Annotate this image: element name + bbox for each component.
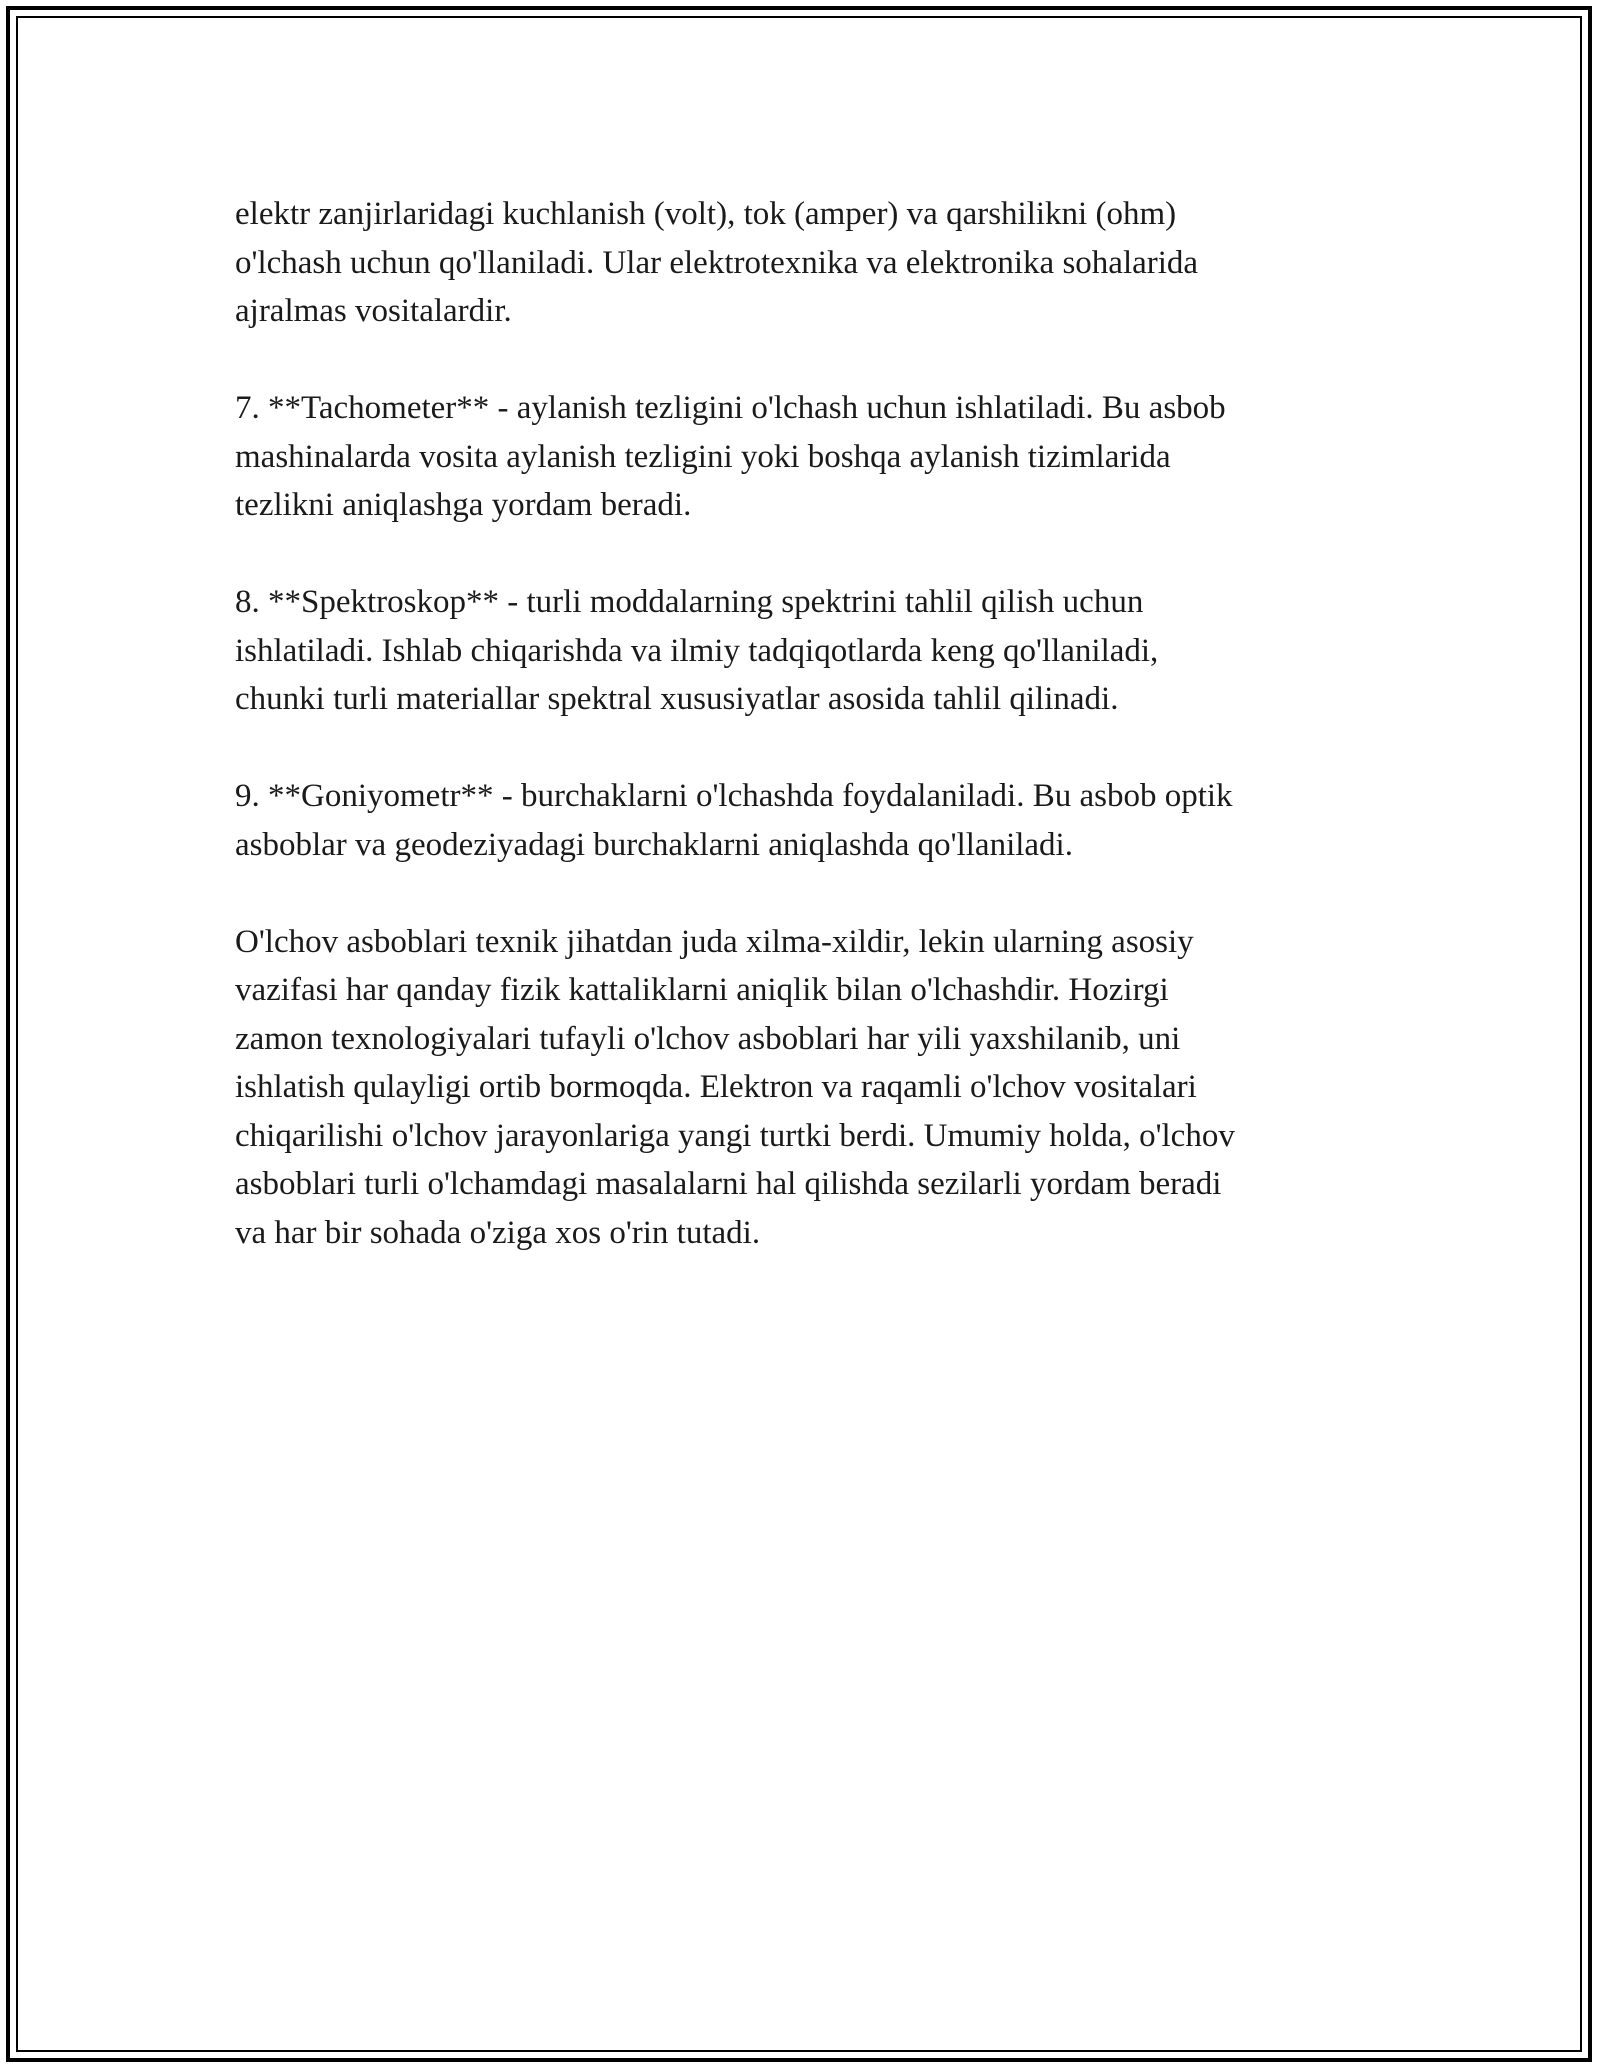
paragraph-goniyometr: 9. **Goniyometr** - burchaklarni o'lchashda foydalaniladi. Bu asbob optik asboblar va geodeziyadagi burchaklarni aniqlashda qo'llaniladi. <box>235 778 1233 863</box>
paragraph-spektroskop: 8. **Spektroskop** - turli moddalarning spektrini tahlil qilish uchun ishlatiladi. Ishlab chiqarishda va ilmiy tadqiqotlarda keng qo'llaniladi, chunki turli materiallar spektral xususiyatlar asosida tahlil qilinadi. <box>235 584 1159 717</box>
document-body <box>235 190 1370 1306</box>
paragraph-tachometer: 7. **Tachometer** - aylanish tezligini o'lchash uchun ishlatiladi. Bu asbob mashinalarda vosita aylanish tezligini yoki boshqa aylanish tizimlarida tezlikni aniqlashga yordam beradi. <box>235 390 1226 523</box>
paragraph-conclusion: O'lchov asboblari texnik jihatdan juda xilma-xildir, lekin ularning asosiy vazifasi har qanday fizik kattaliklarni aniqlik bilan o'lchashdir. Hozirgi zamon texnologiyalari tufayli o'lchov asboblari har yili yaxshilanib, uni ishlatish qulayligi ortib bormoqda. Elektron va raqamli o'lchov vositalari chiqarilishi o'lchov jarayonlariga yangi turtki berdi. Umumiy holda, o'lchov asboblari turli o'lchamdagi masalalarni hal qilishda sezilarli yordam beradi va har bir sohada o'ziga xos o'rin tutadi. <box>235 923 1235 1251</box>
paragraph-multimeter-continuation: elektr zanjirlaridagi kuchlanish (volt), tok (amper) va qarshilikni (ohm) o'lchash uchun qo'llaniladi. Ular elektrotexnika va elektronika sohalarida ajralmas vositalardir. <box>235 196 1199 329</box>
